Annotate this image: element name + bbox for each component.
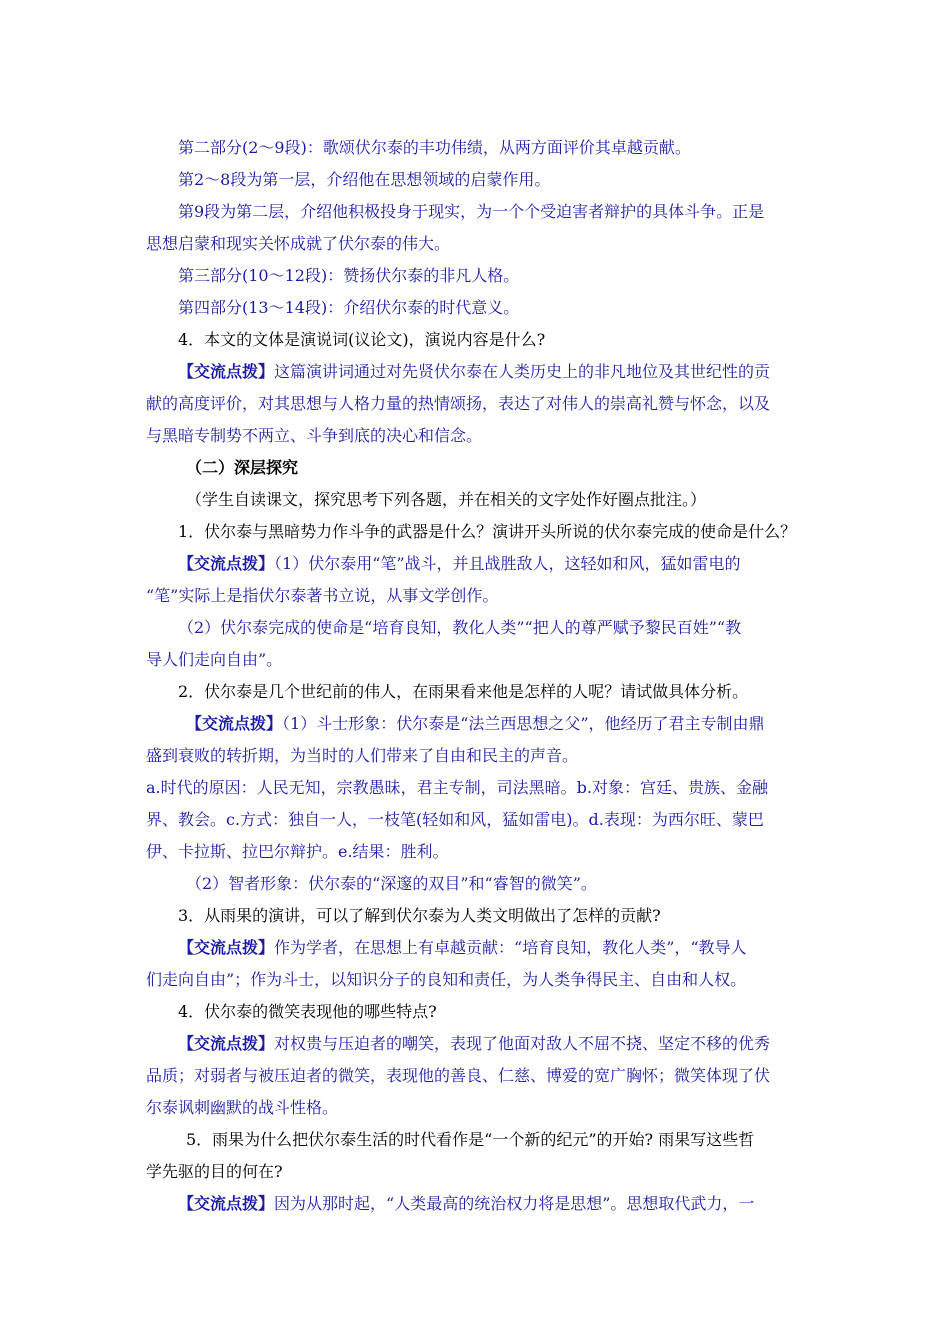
text-line: 导人们走向自由”。 <box>146 650 283 669</box>
text-line: 第9段为第二层，介绍他积极投身于现实，为一个个受迫害者辩护的具体斗争。正是 <box>178 202 765 221</box>
text-line: 尔泰讽刺幽默的战斗性格。 <box>146 1098 339 1117</box>
answer-tag: 【交流点拨】 <box>178 938 275 957</box>
text-line: （2）伏尔泰完成的使命是“培育良知，教化人类”“把人的尊严赋予黎民百姓”“教 <box>178 618 742 637</box>
answer-text: 作为学者，在思想上有卓越贡献：“培育良知，教化人类”，“教导人 <box>274 938 747 957</box>
instruction-line: （学生自读课文，探究思考下列各题，并在相关的文字处作好圈点批注。） <box>186 490 707 509</box>
section-heading: （二）深层探究 <box>186 458 299 477</box>
answer-line <box>186 714 806 734</box>
question-3: 3．从雨果的演讲，可以了解到伏尔泰为人类文明做出了怎样的贡献? <box>178 906 661 925</box>
answer-tag: 【交流点拨】 <box>186 714 283 733</box>
text-line: 盛到衰败的转折期，为当时的人们带来了自由和民主的声音。 <box>146 746 579 765</box>
answer-text: 因为从那时起，“人类最高的统治权力将是思想”。思想取代武力，一 <box>274 1194 755 1213</box>
answer-line <box>178 1034 806 1054</box>
answer-line <box>178 938 806 958</box>
answer-text: （1）斗士形象：伏尔泰是“法兰西思想之父”，他经历了君主专制由鼎 <box>282 714 765 733</box>
answer-text: 这篇演讲词通过对先贤伏尔泰在人类历史上的非凡地位及其世纪性的贡 <box>274 362 771 381</box>
answer-tag: 【交流点拨】 <box>178 1194 275 1213</box>
question-1: 1．伏尔泰与黑暗势力作斗争的武器是什么？演讲开头所说的伏尔泰完成的使命是什么？ <box>178 522 797 541</box>
answer-line <box>178 1194 806 1214</box>
text-line: 与黑暗专制势不两立、斗争到底的决心和信念。 <box>146 426 483 445</box>
text-line: a.时代的原因：人民无知，宗教愚昧，君主专制，司法黑暗。b.对象：宫廷、贵族、金融 <box>146 778 768 797</box>
answer-line <box>178 554 806 574</box>
question-4: 4．伏尔泰的微笑表现他的哪些特点? <box>178 1002 437 1021</box>
text-line: 品质；对弱者与被压迫者的微笑，表现他的善良、仁慈、博爱的宽广胸怀；微笑体现了伏 <box>146 1066 771 1085</box>
question-5: 5．雨果为什么把伏尔泰生活的时代看作是“一个新的纪元”的开始? 雨果写这些哲 <box>186 1130 755 1149</box>
text-line: （2）智者形象：伏尔泰的“深邃的双目”和“睿智的微笑”。 <box>186 874 597 893</box>
text-line: 第四部分(13～14段)：介绍伏尔泰的时代意义。 <box>178 298 520 317</box>
text-line: 献的高度评价，对其思想与人格力量的热情颂扬，表达了对伟人的崇高礼赞与怀念，以及 <box>146 394 771 413</box>
text-line: 第二部分(2～9段)：歌颂伏尔泰的丰功伟绩，从两方面评价其卓越贡献。 <box>178 138 691 157</box>
answer-tag: 【交流点拨】 <box>178 554 275 573</box>
text-line: 思想启蒙和现实关怀成就了伏尔泰的伟大。 <box>146 234 451 253</box>
text-line: 第2～8段为第一层，介绍他在思想领域的启蒙作用。 <box>178 170 551 189</box>
text-line: 学先驱的目的何在? <box>146 1162 283 1181</box>
answer-tag: 【交流点拨】 <box>178 1034 275 1053</box>
answer-text: 对权贵与压迫者的嘲笑，表现了他面对敌人不屈不挠、坚定不移的优秀 <box>274 1034 771 1053</box>
answer-tag: 【交流点拨】 <box>178 362 275 381</box>
question-4-structure: 4．本文的文体是演说词(议论文)，演说内容是什么? <box>178 330 546 349</box>
text-line: 界、教会。c.方式：独自一人，一枝笔(轻如和风，猛如雷电)。d.表现：为西尔旺、蒙巴 <box>146 810 764 829</box>
answer-text: （1）伏尔泰用“笔”战斗，并且战胜敌人，这轻如和风，猛如雷电的 <box>274 554 741 573</box>
text-line: 伊、卡拉斯、拉巴尔辩护。e.结果：胜利。 <box>146 842 449 861</box>
text-line: 们走向自由”；作为斗士，以知识分子的良知和责任，为人类争得民主、自由和人权。 <box>146 970 747 989</box>
text-line: “笔”实际上是指伏尔泰著书立说，从事文学创作。 <box>146 586 499 605</box>
question-2: 2．伏尔泰是几个世纪前的伟人，在雨果看来他是怎样的人呢？请试做具体分析。 <box>178 682 749 701</box>
text-line: 第三部分(10～12段)：赞扬伏尔泰的非凡人格。 <box>178 266 520 285</box>
answer-line <box>178 362 806 382</box>
